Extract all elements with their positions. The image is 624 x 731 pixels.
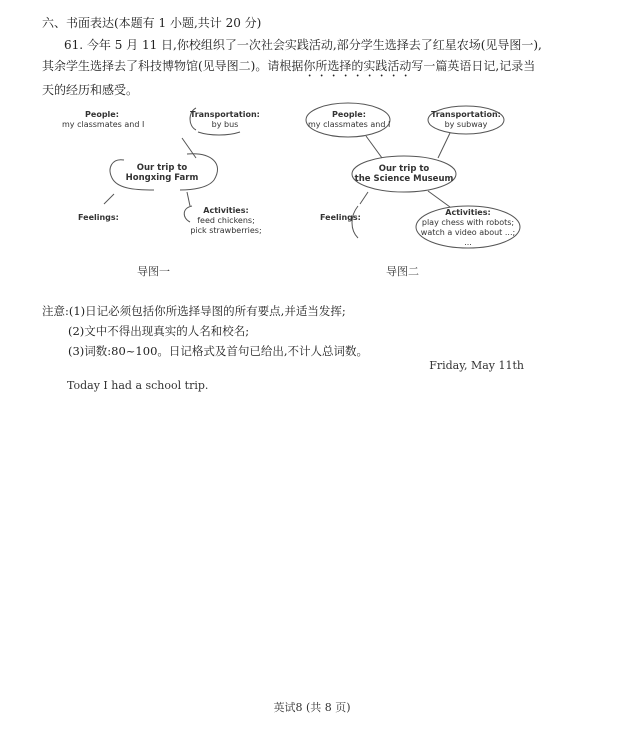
map2-people bbox=[308, 110, 390, 130]
page-footer: 英试8 (共 8 页) bbox=[273, 701, 351, 714]
map1-feelings bbox=[78, 213, 122, 223]
diary-opening-sentence: Today I had a school trip. bbox=[67, 379, 209, 392]
map1-activities-line-1: feed chickens; bbox=[197, 216, 255, 225]
question-line-3: 天的经历和感受。 bbox=[42, 83, 139, 97]
map1-feelings-title: Feelings: bbox=[78, 213, 119, 222]
map2-center-line-1: Our trip to bbox=[378, 164, 430, 174]
map2-center-line-2: the Science Museum bbox=[354, 174, 454, 184]
map2-people-value: my classmates and I bbox=[308, 120, 391, 129]
map1-center bbox=[117, 163, 207, 183]
map2-activities-line-2: watch a video about ...; bbox=[420, 228, 516, 237]
question-line-2 bbox=[42, 56, 588, 80]
map2-feelings bbox=[320, 213, 364, 223]
map1-center-line-1: Our trip to bbox=[136, 163, 188, 173]
map2-transport-value: by subway bbox=[444, 120, 488, 129]
map2-activities-line-1: play chess with robots; bbox=[421, 218, 515, 227]
map1-people-title: People: bbox=[85, 110, 119, 119]
note-line-2: (2)文中不得出现真实的人名和校名; bbox=[68, 324, 250, 338]
map1-activities bbox=[188, 206, 264, 236]
section-title: 六、书面表达(本题有 1 小题,共计 20 分) bbox=[42, 16, 262, 30]
map1-center-line-2: Hongxing Farm bbox=[125, 173, 199, 183]
question-line-2-end: 写一篇英语日记,记录当 bbox=[411, 59, 536, 73]
map1-people-value: my classmates and I bbox=[62, 120, 145, 129]
map1-transport-value: by bus bbox=[211, 120, 239, 129]
map2-transport-title: Transportation: bbox=[431, 110, 501, 119]
question-prompt bbox=[42, 35, 588, 101]
question-emphasis: 你所选择的实践活动 bbox=[303, 59, 412, 73]
diary-date: Friday, May 11th bbox=[429, 359, 524, 372]
map2-feelings-title: Feelings: bbox=[320, 213, 361, 222]
map2-people-title: People: bbox=[332, 110, 366, 119]
map2-caption: 导图二 bbox=[386, 265, 419, 278]
mind-map-1 bbox=[62, 102, 282, 250]
note-line-3: (3)词数:80~100。日记格式及首句已给出,不计人总词数。 bbox=[68, 344, 369, 358]
map1-activities-line-2: pick strawberries; bbox=[190, 226, 262, 235]
map2-center bbox=[352, 164, 456, 184]
map1-caption: 导图一 bbox=[137, 265, 170, 278]
note-line-1: 注意:(1)日记必须包括你所选择导图的所有要点,并适当发挥; bbox=[42, 304, 346, 318]
map2-activities-title: Activities: bbox=[445, 208, 491, 217]
map1-transport-title: Transportation: bbox=[190, 110, 260, 119]
map1-transport bbox=[188, 110, 262, 130]
writing-notes bbox=[42, 301, 368, 361]
question-line-1: 61. 今年 5 月 11 日,你校组织了一次社会实践活动,部分学生选择去了红星农场(见导图一), bbox=[64, 38, 542, 52]
map1-activities-title: Activities: bbox=[203, 206, 249, 215]
question-line-2-start: 其余学生选择去了科技博物馆(见导图二)。请根据 bbox=[42, 59, 304, 73]
map2-activities-line-3: ... bbox=[464, 238, 472, 247]
map2-transport bbox=[428, 110, 504, 130]
map2-activities bbox=[416, 208, 520, 248]
map1-people bbox=[62, 110, 145, 130]
mind-map-2 bbox=[300, 100, 526, 252]
